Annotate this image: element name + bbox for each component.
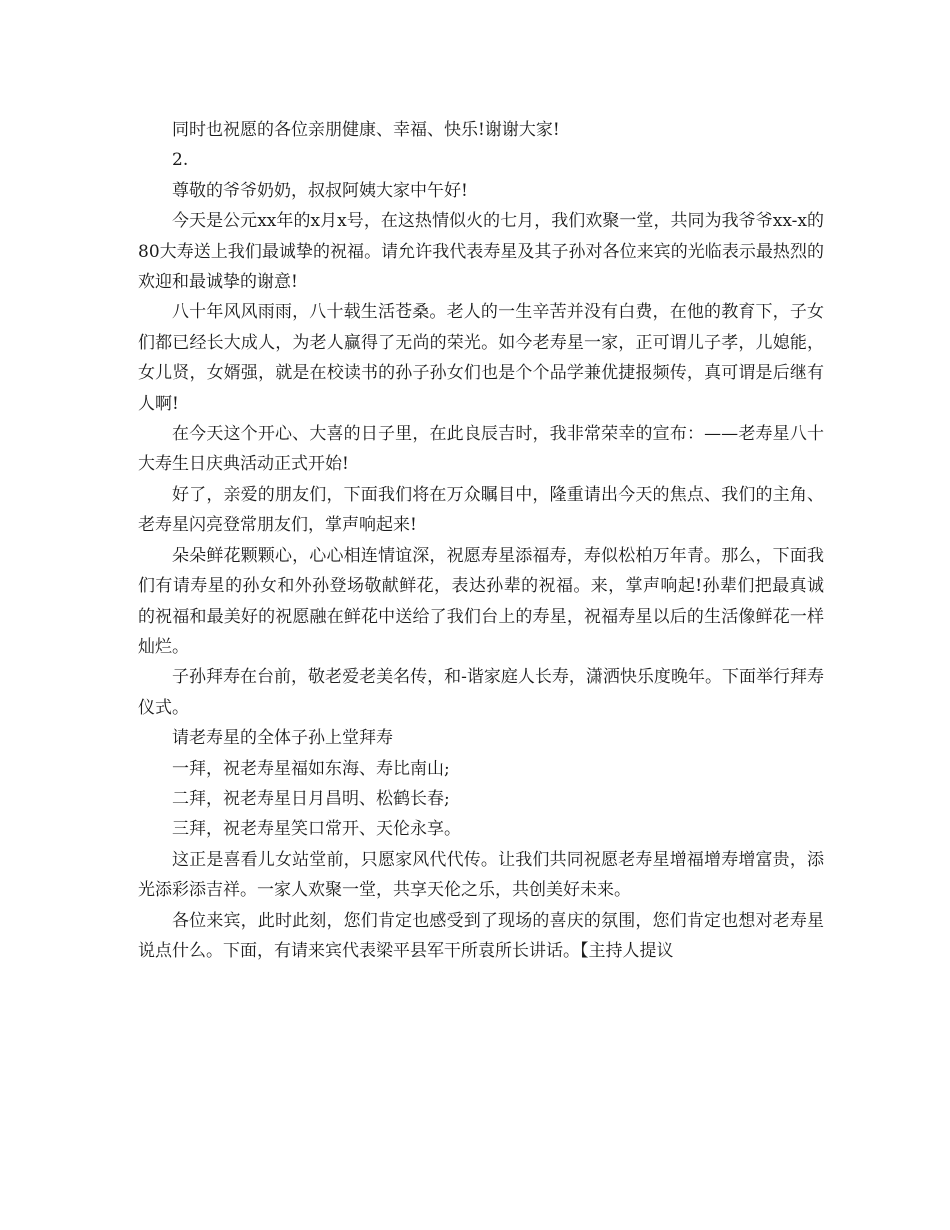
paragraph: 二拜，祝老寿星日月昌明、松鹤长春; bbox=[172, 788, 450, 809]
paragraph: 今天是公元xx年的x月x号，在这热情似火的七月，我们欢聚一堂，共同为我爷爷xx-x的80大寿送上我们最诚挚的祝福。请允许我代表寿星及其子孙对各位来宾的光临表示最热烈的欢迎和最诚挚的谢意! bbox=[138, 211, 824, 293]
paragraph: 2. bbox=[172, 150, 189, 171]
paragraph: 朵朵鲜花颗颗心，心心相连情谊深，祝愿寿星添福寿，寿似松柏万年青。那么，下面我们有请寿星的孙女和外孙登场敬献鲜花，表达孙辈的祝福。来，掌声响起!孙辈们把最真诚的祝福和最美好的祝愿融在鲜花中送给了我们台上的寿星，祝福寿星以后的生活像鲜花一样灿烂。 bbox=[138, 545, 824, 657]
paragraph: 请老寿星的全体子孙上堂拜寿 bbox=[172, 728, 393, 749]
paragraph: 这正是喜看儿女站堂前，只愿家风代代传。让我们共同祝愿老寿星增福增寿增富贵，添光添彩添吉祥。一家人欢聚一堂，共享天伦之乐，共创美好未来。 bbox=[138, 849, 824, 901]
paragraph: 各位来宾，此时此刻，您们肯定也感受到了现场的喜庆的氛围，您们肯定也想对老寿星说点什么。下面，有请来宾代表梁平县军干所袁所长讲话。【主持人提议 bbox=[138, 910, 824, 961]
paragraph: 子孙拜寿在台前，敬老爱老美名传，和-谐家庭人长寿，潇洒快乐度晚年。下面举行拜寿仪式。 bbox=[138, 667, 824, 718]
paragraph: 三拜，祝老寿星笑口常开、天伦永享。 bbox=[172, 819, 461, 840]
paragraph: 同时也祝愿的各位亲朋健康、幸福、快乐!谢谢大家! bbox=[172, 120, 560, 140]
document-page bbox=[138, 115, 824, 966]
paragraph: 在今天这个开心、大喜的日子里，在此良辰吉时，我非常荣幸的宣布：——老寿星八十大寿生日庆典活动正式开始! bbox=[138, 424, 824, 475]
paragraph: 好了，亲爱的朋友们，下面我们将在万众瞩目中，隆重请出今天的焦点、我们的主角、老寿星闪亮登常朋友们，掌声响起来! bbox=[138, 484, 824, 536]
paragraph: 一拜，祝老寿星福如东海、寿比南山; bbox=[172, 758, 450, 779]
paragraph: 尊敬的爷爷奶奶，叔叔阿姨大家中午好! bbox=[172, 180, 468, 201]
paragraph: 八十年风风雨雨，八十载生活苍桑。老人的一生辛苦并没有白费，在他的教育下，子女们都已经长大成人，为老人赢得了无尚的荣光。如今老寿星一家，正可谓儿子孝，儿媳能，女儿贤，女婿强，就是在校读书的孙子孙女们也是个个品学兼优捷报频传，真可谓是后继有人啊! bbox=[138, 302, 824, 414]
